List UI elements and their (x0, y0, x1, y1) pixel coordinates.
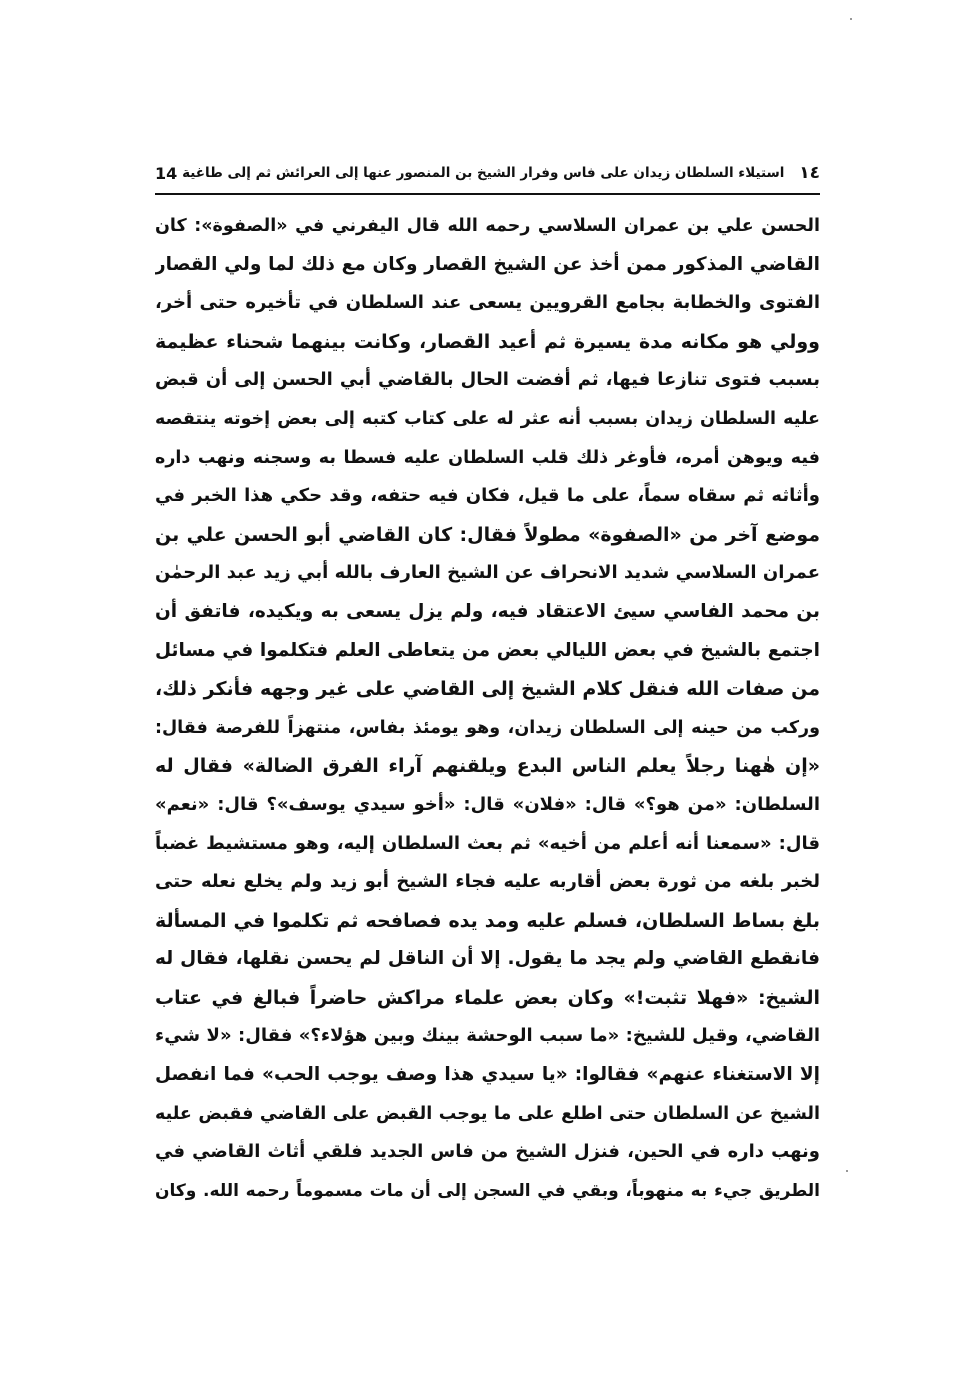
text-line: بن محمد الفاسي سيئ الاعتقاد فيه، ولم يزل يسعى به ويكيده، فاتفق أن (155, 600, 820, 622)
text-line: إلا الاستغناء عنهم» فقالوا: «يا سيدي هذا وصف يوجب الحب» فما انفصل (155, 1064, 820, 1086)
header-rule (155, 193, 820, 195)
scan-speck (850, 18, 852, 20)
text-line: موضع آخر من «الصفوة» مطولاً فقال: كان القاضي أبو الحسن علي بن (155, 523, 820, 546)
text-line: فيه ويوهن أمره، فأوغر ذلك قلب السلطان عليه فسطا به وسجنه ونهب داره (155, 447, 820, 468)
text-line: «إن هٰهنا رجلاً يعلم الناس البدع ويلقنهم آراء الفرق الضالة» فقال له (155, 755, 820, 778)
page-number-arabic: ١٤ (799, 163, 820, 183)
text-line: لخبر بلغه من ثورة بعض أقاربه عليه فجاء الشيخ أبو زيد ولم يخلع نعله حتى (155, 871, 820, 893)
text-line: القاضي، وقيل للشيخ: «ما سبب الوحشة بينك وبين هؤلاء؟» فقال: «لا شيء (155, 1025, 820, 1047)
text-line: الحسن علي بن عمران السلاسي رحمه الله قال اليفرني في «الصفوة»: كان (155, 216, 820, 236)
scan-speck (846, 1170, 848, 1172)
running-title: استيلاء السلطان زيدان على فاس وفرار الشيخ بن المنصور عنها إلى العرائش ثم إلى طاغية (182, 165, 785, 181)
text-line: الشيخ: «فهلا تثبت!» وكان بعض علماء مراكش حاضراً فبالغ في عتاب (155, 986, 820, 1009)
text-line: وأثاثه ثم سقاه سماً، على ما قيل، فكان فيه حتفه، وقد حكي هذا الخبر في (155, 485, 820, 507)
text-line: القاضي المذكور ممن أخذ عن الشيخ القصار وكان مع ذلك لما ولي القصار (155, 253, 820, 275)
text-line: الفتوى والخطابة بجامع القرويين يسعى عند السلطان في تأخيره حتى أخر، (155, 292, 820, 314)
text-line: عمران السلاسي شديد الانحراف عن الشيخ العارف بالله أبي زيد عبد الرحمٰن (155, 562, 820, 584)
text-line: وركب من حينه إلى السلطان زيدان، وهو يومئذ بفاس، منتهزاً للفرصة فقال: (155, 717, 820, 738)
text-line: وولي هو مكانه مدة يسيرة ثم أعيد القصار، وكانت بينهما شحناء عظيمة (155, 330, 820, 353)
text-line: بلغ بساط السلطان، فسلم عليه ومد يده فصافحه ثم تكلموا في المسألة (155, 909, 820, 932)
text-line: بسبب فتوى تنازعا فيها، ثم أفضت الحال بالقاضي أبي الحسن إلى أن قبض (155, 369, 820, 391)
text-line: عليه السلطان زيدان بسبب أنه عثر له على كتاب كتبه إلى بعض إخوته ينتقصه (155, 408, 820, 429)
text-line: فانقطع القاضي ولم يجد ما يقول. إلا أن الناقل لم يحسن نقلها، فقال له (155, 948, 820, 970)
text-line: ونهب داره في الحين، فنزل الشيخ من فاس الجديد فلقي أثاث القاضي في (155, 1141, 820, 1163)
text-line: السلطان: «من هو؟» قال: «فلان» قال: «أخو سيدي يوسف»؟ قال: «نعم» (155, 793, 820, 815)
text-line: من صفات الله فنقل كلام الشيخ إلى القاضي على غير وجهه فأنكر ذلك، (155, 678, 820, 701)
text-line: الشيخ عن السلطان حتى اطلع على ما يوجب القبض على القاضي فقبض عليه (155, 1103, 820, 1124)
page-number-latin: 14 (155, 163, 178, 183)
text-line: الطريق جيء به منهوباً، وبقي في السجن إلى أن مات مسموماً رحمه الله. وكان (155, 1180, 820, 1201)
running-header (155, 156, 820, 190)
text-line: اجتمع بالشيخ في بعض الليالي بعض من يتعاطى العلم فتكلموا في مسائل (155, 639, 820, 661)
text-line: قال: «سمعنا أنه أعلم من أخيه» ثم بعث السلطان إليه، وهو مستشيط غضباً (155, 832, 820, 854)
body-text (155, 207, 820, 1210)
